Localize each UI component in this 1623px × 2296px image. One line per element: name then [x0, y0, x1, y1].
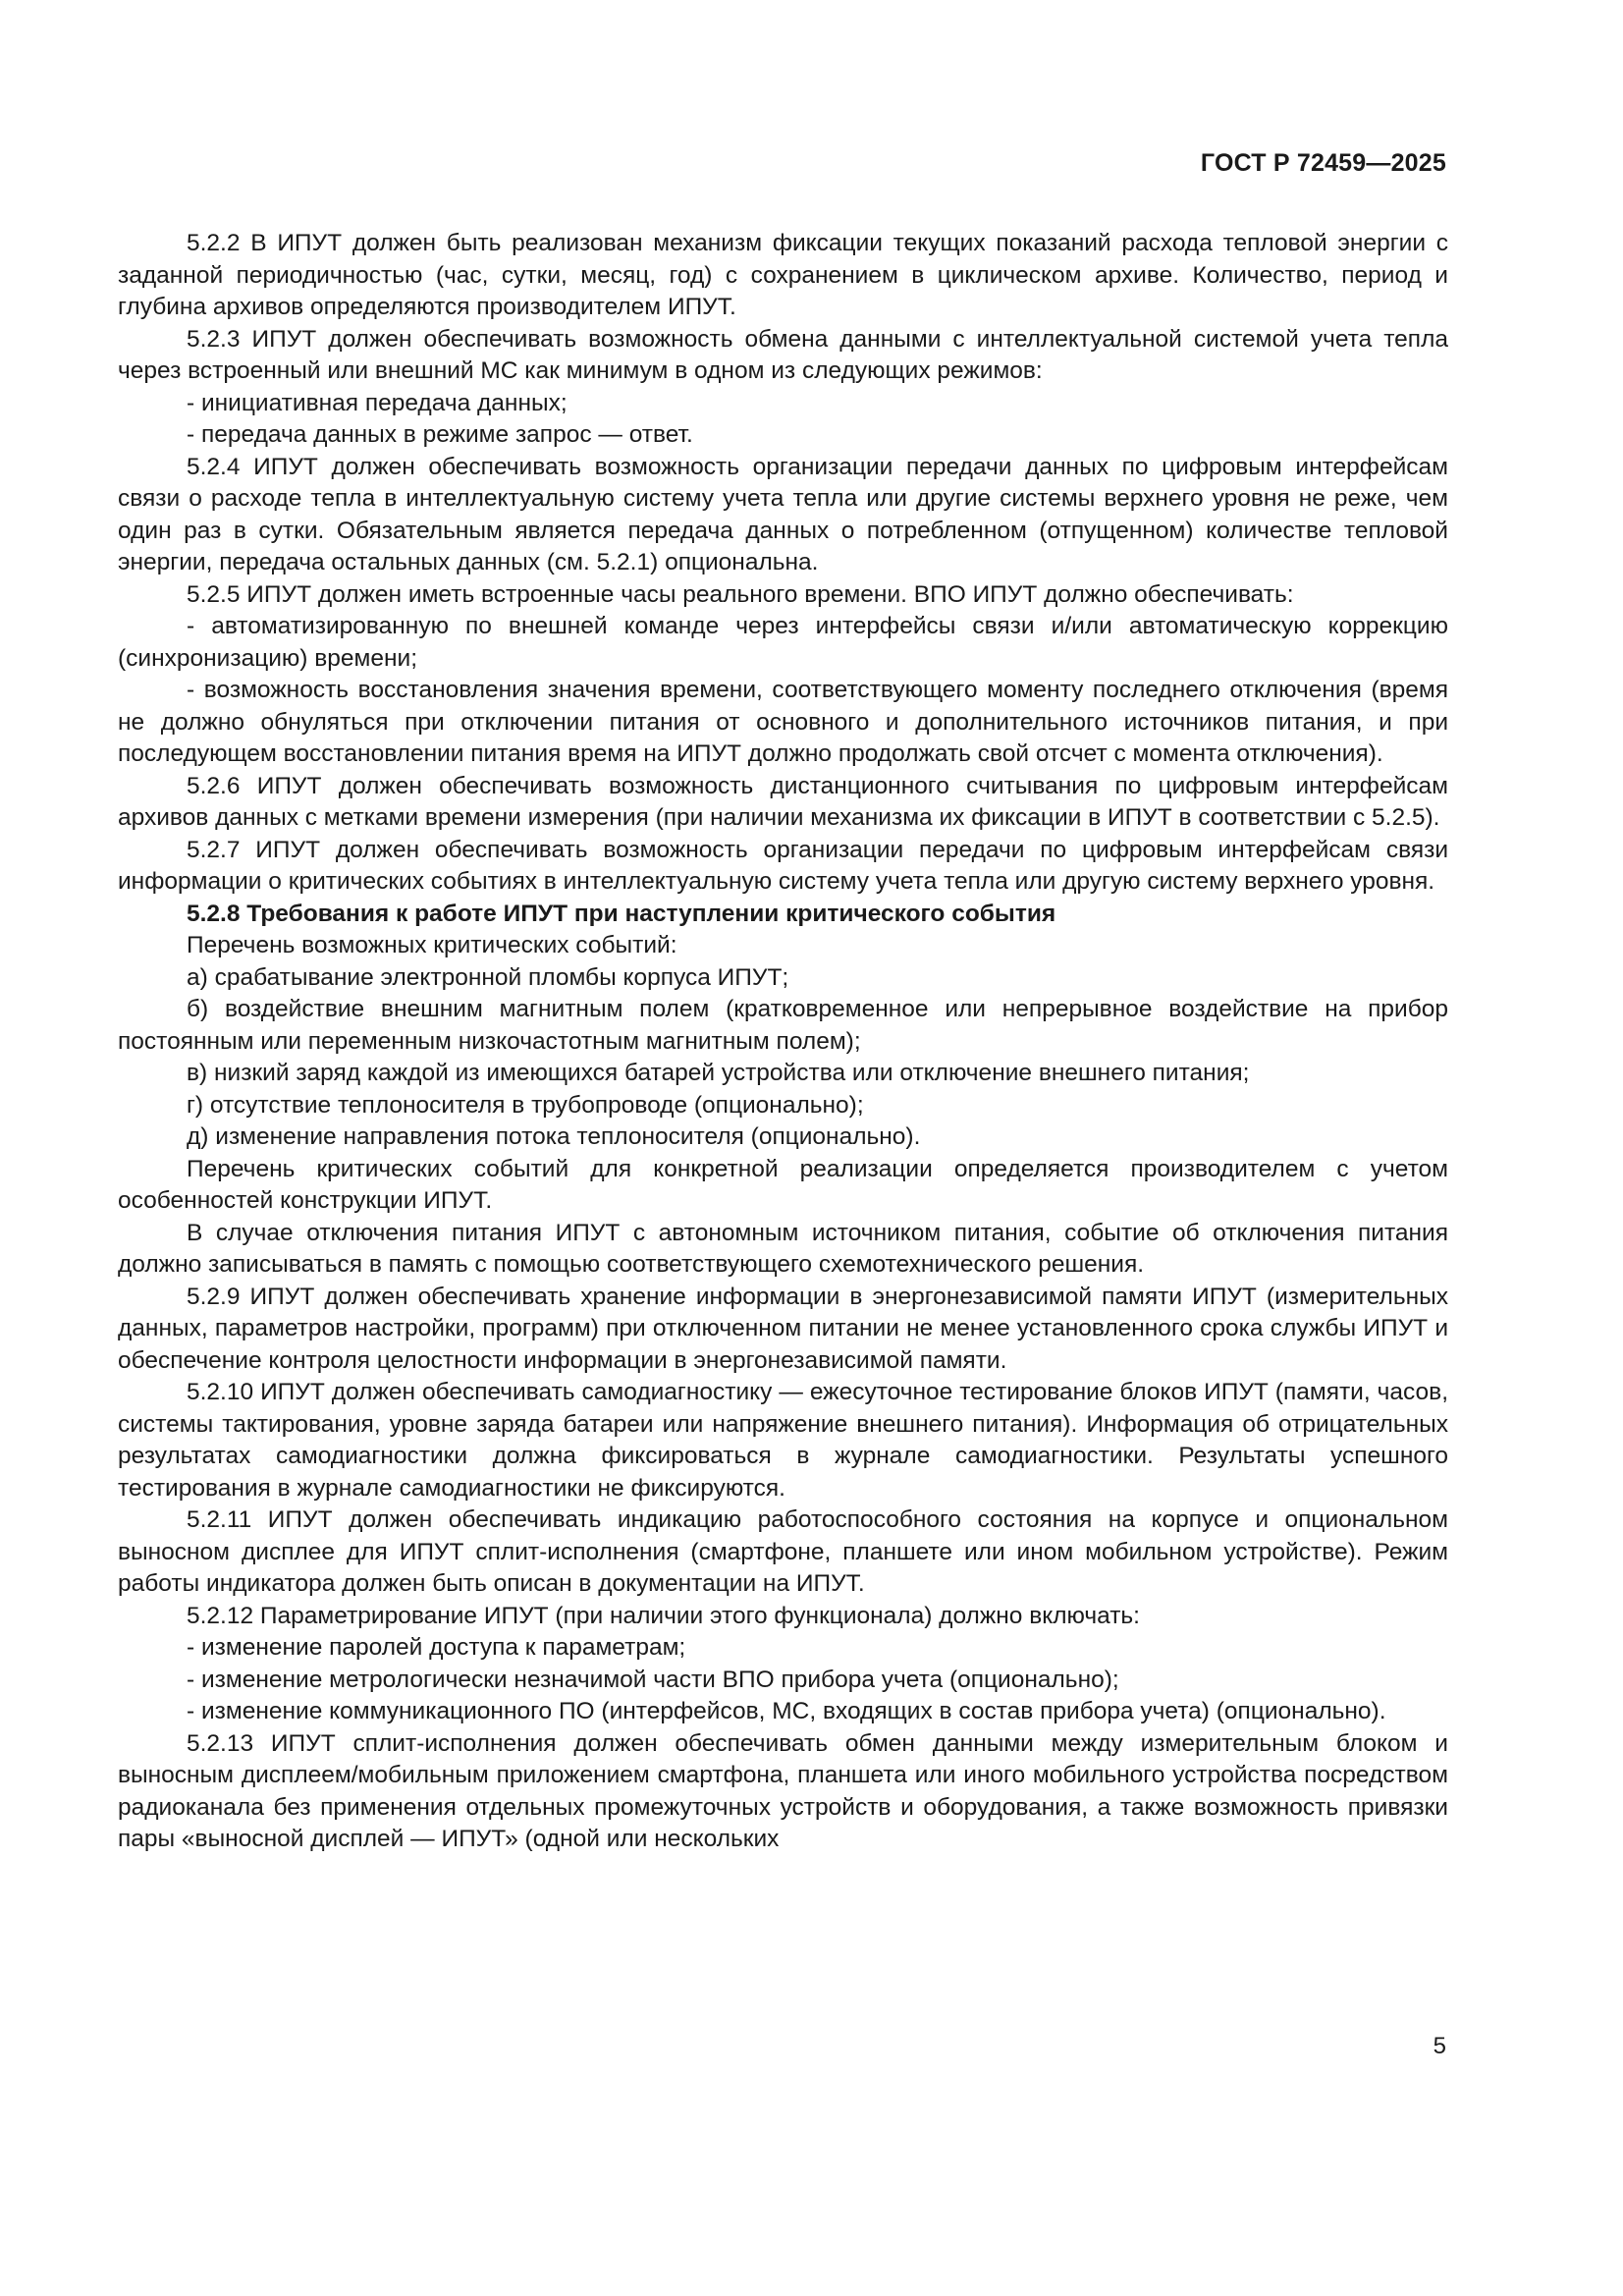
list-item: г) отсутствие теплоносителя в трубопроводе (опционально);	[187, 1091, 864, 1119]
list-item: а) срабатывание электронной пломбы корпуса ИПУТ;	[187, 963, 789, 991]
list-item: д) изменение направления потока теплоносителя (опционально).	[187, 1123, 921, 1150]
list-item: - изменение коммуникационного ПО (интерфейсов, МС, входящих в состав прибора учета) (опционально).	[187, 1698, 1386, 1724]
paragraph-5-2-3: 5.2.3 ИПУТ должен обеспечивать возможность обмена данными с интеллектуальной системой учета тепла через встроенный или внешний МС как минимум в одном из следующих режимов:	[118, 325, 1448, 384]
paragraph-5-2-6: 5.2.6 ИПУТ должен обеспечивать возможность дистанционного считывания по цифровым интерфейсам архивов данных с метками времени измерения (при наличии механизма их фиксации в ИПУТ в соответствии с 5.2.5).	[118, 772, 1448, 831]
paragraph-5-2-2: 5.2.2 В ИПУТ должен быть реализован механизм фиксации текущих показаний расхода тепловой энергии с заданной периодичностью (час, сутки, месяц, год) с сохранением в циклическом архиве. Количество, период и глубина архивов определяются производителем ИПУТ.	[118, 230, 1448, 320]
section-heading-5-2-8: 5.2.8 Требования к работе ИПУТ при наступлении критического события	[187, 900, 1056, 927]
paragraph-5-2-12: 5.2.12 Параметрирование ИПУТ (при наличии этого функционала) должно включать:	[187, 1602, 1140, 1629]
list-item: - инициативная передача данных;	[187, 389, 568, 416]
list-item: в) низкий заряд каждой из имеющихся батарей устройства или отключение внешнего питания;	[187, 1060, 1250, 1086]
paragraph-5-2-5: 5.2.5 ИПУТ должен иметь встроенные часы реального времени. ВПО ИПУТ должно обеспечивать:	[187, 580, 1294, 608]
paragraph-5-2-4: 5.2.4 ИПУТ должен обеспечивать возможность организации передачи данных по цифровым интерфейсам связи о расходе тепла в интеллектуальную систему учета тепла или другие системы верхнего уровня не реже, чем один раз в сутки. Обязательным является передача данных о потребленном (отпущенном) количестве тепловой энергии, передача остальных данных (см. 5.2.1) опциональна.	[118, 453, 1448, 575]
page-number: 5	[1433, 2033, 1446, 2059]
paragraph-5-2-7: 5.2.7 ИПУТ должен обеспечивать возможность организации передачи по цифровым интерфейсам связи информации о критических событиях в интеллектуальную систему учета тепла или другую систему верхнего уровня.	[118, 836, 1448, 895]
list-item: - возможность восстановления значения времени, соответствующего моменту последнего отключения (время не должно обнуляться при отключении питания от основного и дополнительного источников питания, и при последующем восстановлении питания время на ИПУТ должно продолжать свой отсчет с момента отключения).	[118, 677, 1448, 767]
paragraph: Перечень возможных критических событий:	[187, 932, 677, 958]
paragraph-5-2-13: 5.2.13 ИПУТ сплит-исполнения должен обеспечивать обмен данными между измерительным блоком и выносным дисплеем/мобильным приложением смартфона, планшета или иного мобильного устройства посредством радиоканала без применения отдельных промежуточных устройств и оборудования, а также возможность привязки пары «выносной дисплей — ИПУТ» (одной или нескольких	[118, 1729, 1448, 1852]
document-header: ГОСТ Р 72459—2025	[1200, 149, 1446, 177]
list-item: - автоматизированную по внешней команде через интерфейсы связи и/или автоматическую коррекцию (синхронизацию) времени;	[118, 613, 1448, 672]
document-body	[118, 228, 1448, 1856]
list-item: - передача данных в режиме запрос — ответ.	[187, 421, 693, 448]
paragraph-5-2-11: 5.2.11 ИПУТ должен обеспечивать индикацию работоспособного состояния на корпусе и опциональном выносном дисплее для ИПУТ сплит-исполнения (смартфоне, планшете или ином мобильном устройстве). Режим работы индикатора должен быть описан в документации на ИПУТ.	[118, 1506, 1448, 1597]
list-item: - изменение метрологически незначимой части ВПО прибора учета (опционально);	[187, 1666, 1119, 1693]
paragraph: Перечень критических событий для конкретной реализации определяется производителем с учетом особенностей конструкции ИПУТ.	[118, 1155, 1448, 1214]
list-item: - изменение паролей доступа к параметрам;	[187, 1634, 686, 1661]
paragraph-5-2-9: 5.2.9 ИПУТ должен обеспечивать хранение информации в энергонезависимой памяти ИПУТ (измерительных данных, параметров настройки, программ) при отключенном питании не менее установленного срока службы ИПУТ и обеспечение контроля целостности информации в энергонезависимой памяти.	[118, 1283, 1448, 1374]
list-item: б) воздействие внешним магнитным полем (кратковременное или непрерывное воздействие на прибор постоянным или переменным низкочастотным магнитным полем);	[118, 996, 1448, 1055]
paragraph-5-2-10: 5.2.10 ИПУТ должен обеспечивать самодиагностику — ежесуточное тестирование блоков ИПУТ (памяти, часов, системы тактирования, уровне заряда батареи или напряжение внешнего питания). Информация об отрицательных результатах самодиагностики должна фиксироваться в журнале самодиагностики. Результаты успешного тестирования в журнале самодиагностики не фиксируются.	[118, 1379, 1448, 1502]
paragraph: В случае отключения питания ИПУТ с автономным источником питания, событие об отключения питания должно записываться в память с помощью соответствующего схемотехнического решения.	[118, 1219, 1448, 1278]
